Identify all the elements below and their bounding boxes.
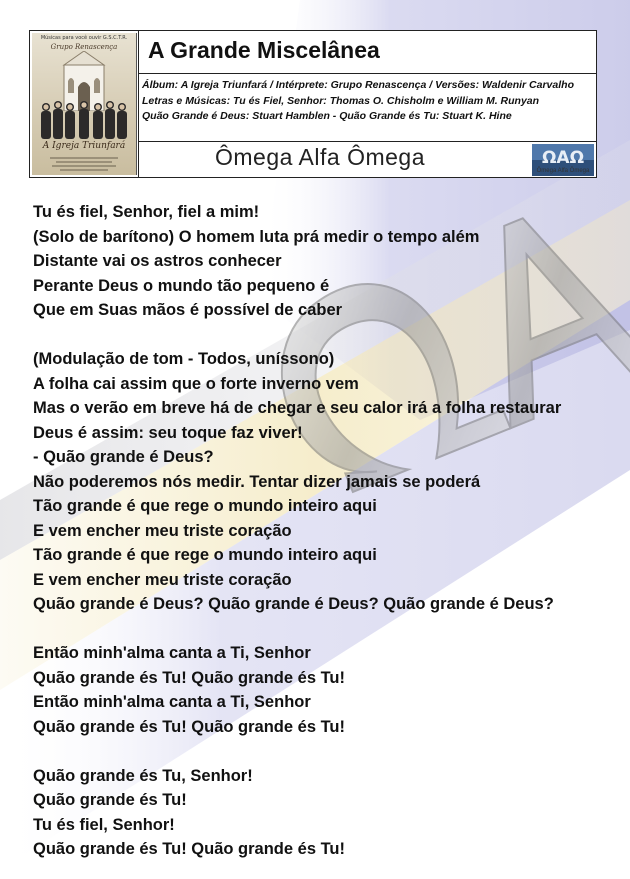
credit-line: Quão Grande é Deus: Stuart Hamblen - Quão Grande és Tu: Stuart K. Hine [142,110,512,122]
lyric-line: Tão grande é que rege o mundo inteiro aqui [33,497,377,515]
header-box [29,30,597,178]
header-divider-2 [138,141,596,142]
stanza [33,641,613,739]
stanza-gap [33,739,613,764]
album-cover-title: A Igreja Triunfará [42,141,126,151]
lyric-line: Tu és fiel, Senhor! [33,815,175,834]
stanza-gap [33,323,613,348]
page-title: A Grande Miscelânea [148,37,380,63]
lyric-line: Tu és fiel, Senhor, fiel a mim! [33,203,260,221]
brand-name: Ômega Alfa Ômega [215,144,425,170]
logo-caption: Ômega Alfa Ômega [536,168,590,174]
credits [142,78,594,125]
album-cover [32,33,137,175]
lyric-line: Tão grande é que rege o mundo inteiro aqui [33,546,377,564]
stanza [33,764,613,862]
lyric-line: (Modulação de tom - Todos, uníssono) [33,350,335,368]
lyric-line: Distante vai os astros conhecer [33,252,282,270]
lyric-line: Que em Suas mãos é possível de caber [33,301,343,319]
stanza-gap [33,617,613,642]
lyric-line: Quão grande és Tu! [33,791,187,809]
lyric-line: Quão grande és Tu! Quão grande és Tu! [33,668,346,687]
lyric-line: E vem encher meu triste coração [33,521,292,540]
svg-text:ΩAΩ: ΩAΩ [541,148,585,168]
group-photo-icon [38,97,130,139]
lyric-line: - Quão grande é Deus? [33,448,214,466]
lyric-line: Não poderemos nós medir. Tentar dizer jamais se poderá [33,472,481,491]
lyric-line: Mas o verão em breve há de chegar e seu calor irá a folha restaurar [33,399,562,417]
lyric-line: (Solo de barítono) O homem luta prá medir o tempo além [33,227,480,246]
lyric-line: Perante Deus o mundo tão pequeno é [33,276,330,295]
lyric-line: Quão grande é Deus? Quão grande é Deus? Quão grande é Deus? [33,595,554,613]
lyrics-body [33,200,613,862]
fine-print-icon [46,155,122,171]
lyric-line: Deus é assim: seu toque faz viver! [33,423,303,442]
stanza [33,200,613,323]
lyric-line: E vem encher meu triste coração [33,570,292,589]
header-divider-1 [138,73,596,74]
lyric-line: Então minh'alma canta a Ti, Senhor [33,693,311,711]
album-cover-group: Grupo Renascença [50,43,118,51]
lyric-line: Então minh'alma canta a Ti, Senhor [33,644,311,662]
stanza [33,347,613,617]
credit-line: Álbum: A Igreja Triunfará / Intérprete: Grupo Renascença / Versões: Waldenir Carvalho [142,79,574,91]
credit-line: Letras e Músicas: Tu és Fiel, Senhor: Thomas O. Chisholm e William M. Runyan [142,94,540,107]
lyric-line: Quão grande és Tu! Quão grande és Tu! [33,717,346,736]
lyric-line: A folha cai assim que o forte inverno vem [33,374,359,393]
album-cover-top-text: Músicas para você ouvir G.S.C.T.R. [40,35,128,41]
lyric-line: Quão grande és Tu, Senhor! [33,766,253,785]
lyric-line: Quão grande és Tu! Quão grande és Tu! [33,840,346,858]
header-divider-vertical [138,31,139,177]
